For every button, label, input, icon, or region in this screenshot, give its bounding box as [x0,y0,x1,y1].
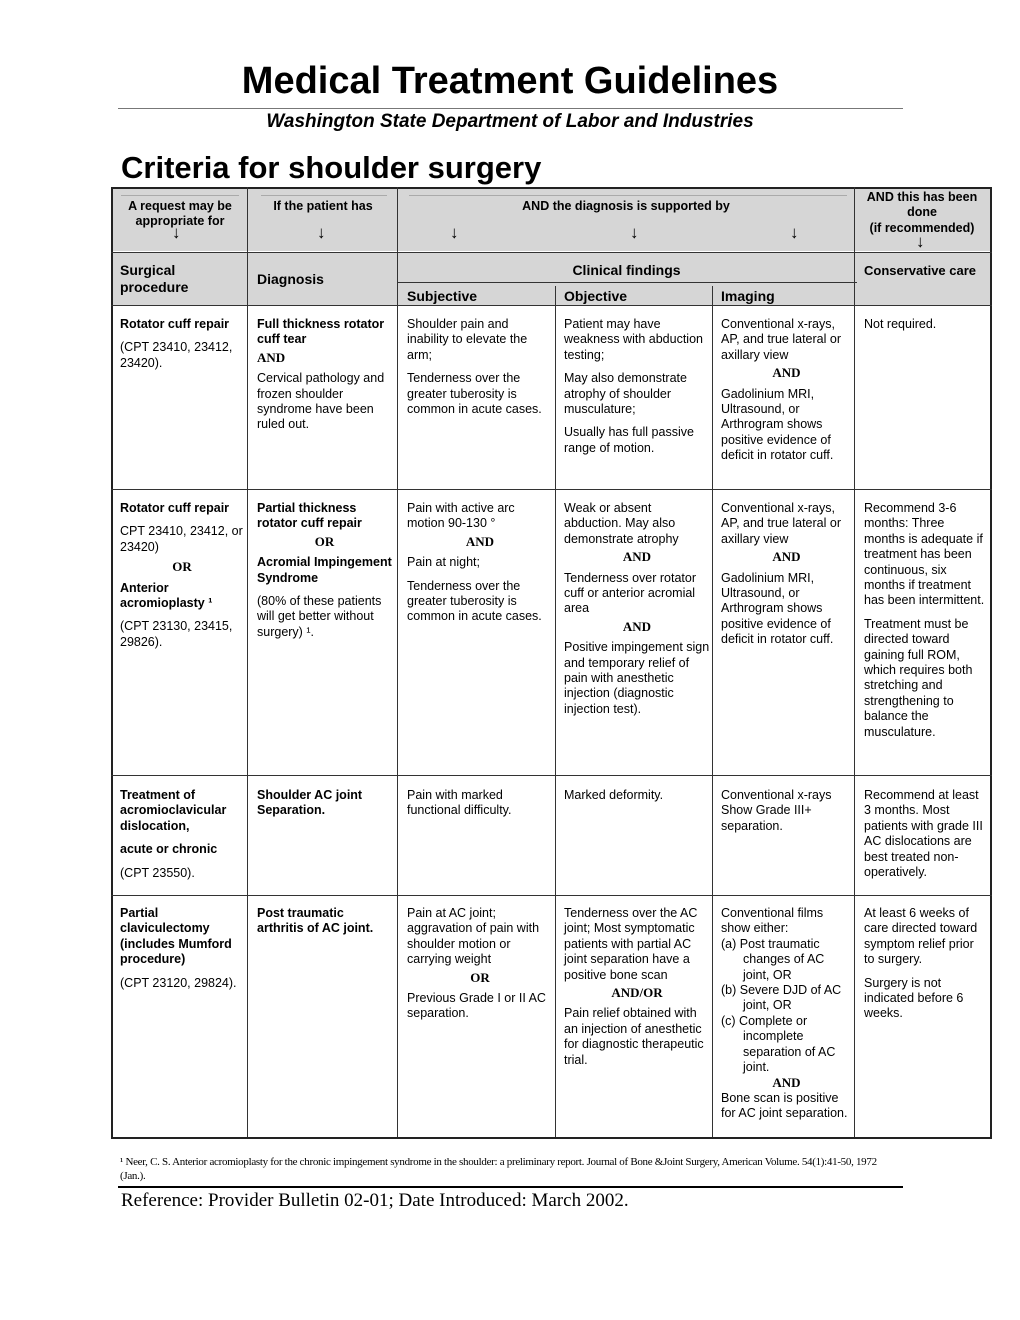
header-rule [121,195,239,196]
and-or-connector: AND/OR [611,985,663,1001]
down-arrow-icon: ↓ [450,223,459,242]
table-row-3-procedure [120,788,244,889]
column-divider [712,286,713,1137]
reference-line: Reference: Provider Bulletin 02-01; Date Introduced: March 2002. [121,1190,629,1211]
table-row-3-objective [564,788,710,811]
column-divider [854,187,855,1137]
diagnosis-primary: Post traumatic arthritis of AC joint. [257,906,374,936]
cpt-codes: CPT 23410, 23412, or 23420) [120,524,243,554]
objective-text: Positive impingement sign and temporary relief of pain with anesthetic injection (diagnostic injection test). [564,640,710,716]
conservative-text: Treatment must be directed toward gaining full ROM, which requires both stretching and strengthening to balance the musculature. [864,616,973,739]
imaging-text: Conventional x-rays Show Grade III+ separation. [721,788,832,833]
table-row-2-objective [564,501,710,725]
down-arrow-icon: ↓ [790,223,799,242]
or-connector: OR [470,969,490,985]
table-row-1-imaging [721,317,852,472]
row-divider [111,305,992,306]
cpt-codes: (CPT 23130, 23415, 29826). [120,619,233,649]
table-row-3-imaging [721,788,852,842]
imaging-text: Gadolinium MRI, Ultrasound, or Arthrogram shows positive evidence of deficit in rotator cuff. [721,570,834,647]
row-divider [111,252,992,253]
column-divider [555,286,556,1137]
clinical-divider [398,282,857,283]
table-row-2-diagnosis [257,501,392,648]
diagnosis-secondary: Acromial Impingement Syndrome [257,555,392,585]
col-header-subjective: Subjective [407,288,478,304]
table-row-1-conservative [864,317,986,340]
page-title: Medical Treatment Guidelines [241,60,779,102]
table-row-4-objective [564,906,710,1076]
header-rule [261,195,387,196]
column-divider [397,187,398,1137]
table-row-4-conservative [864,906,986,1030]
header-diagnosis-support: AND the diagnosis is supported by [522,199,730,213]
objective-text: Pain relief obtained with an injection of anesthetic for diagnostic therapeutic trial. [564,1006,704,1067]
diagnosis-primary: Shoulder AC joint Separation. [257,788,363,818]
table-row-1-procedure [120,317,244,379]
and-connector: AND [772,549,801,565]
conservative-text: Not required. [864,317,937,331]
imaging-text: Conventional x-rays, AP, and true lateral or axillary view [721,317,841,362]
subjective-text: Pain at AC joint; aggravation of pain with shoulder motion or carrying weight [407,906,540,967]
col-header-diagnosis: Diagnosis [257,271,324,287]
col-header-objective: Objective [564,288,628,304]
subjective-text: Pain at night; [407,555,480,570]
objective-text: Marked deformity. [564,788,664,802]
or-connector: OR [314,533,335,549]
col-header-conservative-care: Conservative care [864,263,977,278]
page-subtitle: Washington State Department of Labor and Industries [266,111,754,132]
objective-text: Usually has full passive range of motion. [564,425,694,455]
objective-text: Tenderness over the AC joint; Most symptomatic patients with partial AC joint separation have a positive bone scan [564,906,698,982]
and-connector: AND [257,349,286,365]
subjective-text: Tenderness over the greater tuberosity is common in acute cases. [407,371,542,417]
imaging-text: Gadolinium MRI, Ultrasound, or Arthrogram shows positive evidence of deficit in rotator cuff. [721,386,834,463]
diagnosis-primary: Full thickness rotator cuff tear [257,317,385,347]
header-request: A request may be appropriate for [128,199,232,228]
row-divider [111,775,992,776]
table-row-4-procedure [120,906,244,999]
conservative-text: Surgery is not indicated before 6 weeks. [864,975,964,1021]
conservative-text: At least 6 weeks of care directed toward symptom relief prior to surgery. [864,906,978,967]
table-row-2-imaging [721,501,852,656]
table-row-1-objective [564,317,710,464]
objective-text: Weak or absent abduction. May also demonstrate atrophy [564,501,679,546]
conservative-text: Recommend at least 3 months. Most patients with grade III AC dislocations are best treated non-operatively. [864,788,983,880]
down-arrow-icon: ↓ [172,223,181,242]
cpt-codes: (CPT 23550). [120,865,195,880]
header-done: AND this has been done [866,190,978,219]
col-header-clinical-findings: Clinical findings [572,262,681,278]
imaging-option: (b) Severe DJD of AC joint, OR [721,983,842,1013]
row-divider [111,895,992,896]
procedure-name: Rotator cuff repair [120,317,230,331]
column-divider [247,187,248,1137]
table-row-3-subjective [407,788,553,827]
diagnosis-primary: Partial thickness rotator cuff repair [257,501,362,531]
down-arrow-icon: ↓ [630,223,639,242]
subjective-text: Shoulder pain and inability to elevate the arm; [407,317,528,362]
table-row-1-subjective [407,317,553,425]
and-connector: AND [772,365,801,381]
table-row-2-procedure [120,501,244,658]
objective-text: Patient may have weakness with abduction testing; [564,317,703,362]
row-divider [111,489,992,490]
section-title: Criteria for shoulder surgery [121,150,542,185]
footer-divider [118,1186,903,1188]
cpt-codes: (CPT 23410, 23412, 23420). [120,340,233,370]
title-divider [118,108,903,109]
table-row-2-subjective [407,501,553,633]
procedure-name: Anterior acromioplasty ¹ [120,580,213,611]
header-done-note: (if recommended) [869,221,975,235]
and-connector: AND [622,618,652,634]
imaging-text: Conventional x-rays, AP, and true lateral or axillary view [721,501,841,546]
table-row-1-diagnosis [257,317,392,441]
and-connector: AND [772,1075,801,1091]
imaging-option: (a) Post traumatic changes of AC joint, OR [721,936,825,982]
table-row-3-conservative [864,788,986,888]
subjective-text: Pain with marked functional difficulty. [407,788,512,818]
diagnosis-note: (80% of these patients will get better without surgery) ¹. [257,594,382,639]
and-connector: AND [622,549,652,565]
diagnosis-secondary: Cervical pathology and frozen shoulder syndrome have been ruled out. [257,371,385,432]
table-row-4-imaging [721,906,852,1130]
imaging-option: (c) Complete or incomplete separation of AC joint. [721,1013,836,1075]
table-row-3-diagnosis [257,788,392,827]
col-header-imaging: Imaging [721,288,775,304]
subjective-text: Previous Grade I or II AC separation. [407,991,546,1021]
objective-text: May also demonstrate atrophy of shoulder musculature; [564,371,687,417]
col-header-procedure: Surgical procedure [120,262,189,295]
or-connector: OR [172,559,192,575]
table-row-4-subjective [407,906,553,1030]
cpt-codes: (CPT 23120, 29824). [120,975,237,990]
imaging-text: Bone scan is positive for AC joint separation. [721,1090,848,1121]
footnote: ¹ Neer, C. S. Anterior acromioplasty for the chronic impingement syndrome in the shoulder: a preliminary report. Journal of Bone &Joint Surgery, American Volume. 54(1):41-50, 1972 (Jan.). [120,1156,877,1182]
down-arrow-icon: ↓ [916,232,925,251]
objective-text: Tenderness over rotator cuff or anterior acromial area [564,570,697,616]
surgery-criteria-table [111,187,992,1139]
procedure-type: acute or chronic [120,842,218,857]
table-row-2-conservative [864,501,986,748]
procedure-name: Treatment of acromioclavicular dislocation, [120,788,227,833]
header-patient: If the patient has [273,199,373,213]
subjective-text: Tenderness over the greater tuberosity is common in acute cases. [407,578,542,624]
subjective-text: Pain with active arc motion 90-130 ° [407,501,515,531]
conservative-text: Recommend 3-6 months: Three months is adequate if treatment has been continuous, six months if treatment has been intermittent. [864,501,985,608]
procedure-name: Partial claviculectomy (includes Mumford procedure) [120,906,232,967]
down-arrow-icon: ↓ [317,223,326,242]
table-row-4-diagnosis [257,906,392,945]
procedure-name: Rotator cuff repair [120,501,230,515]
imaging-text: Conventional films show either: [721,906,824,936]
header-rule [409,195,847,196]
and-connector: AND [465,533,495,549]
